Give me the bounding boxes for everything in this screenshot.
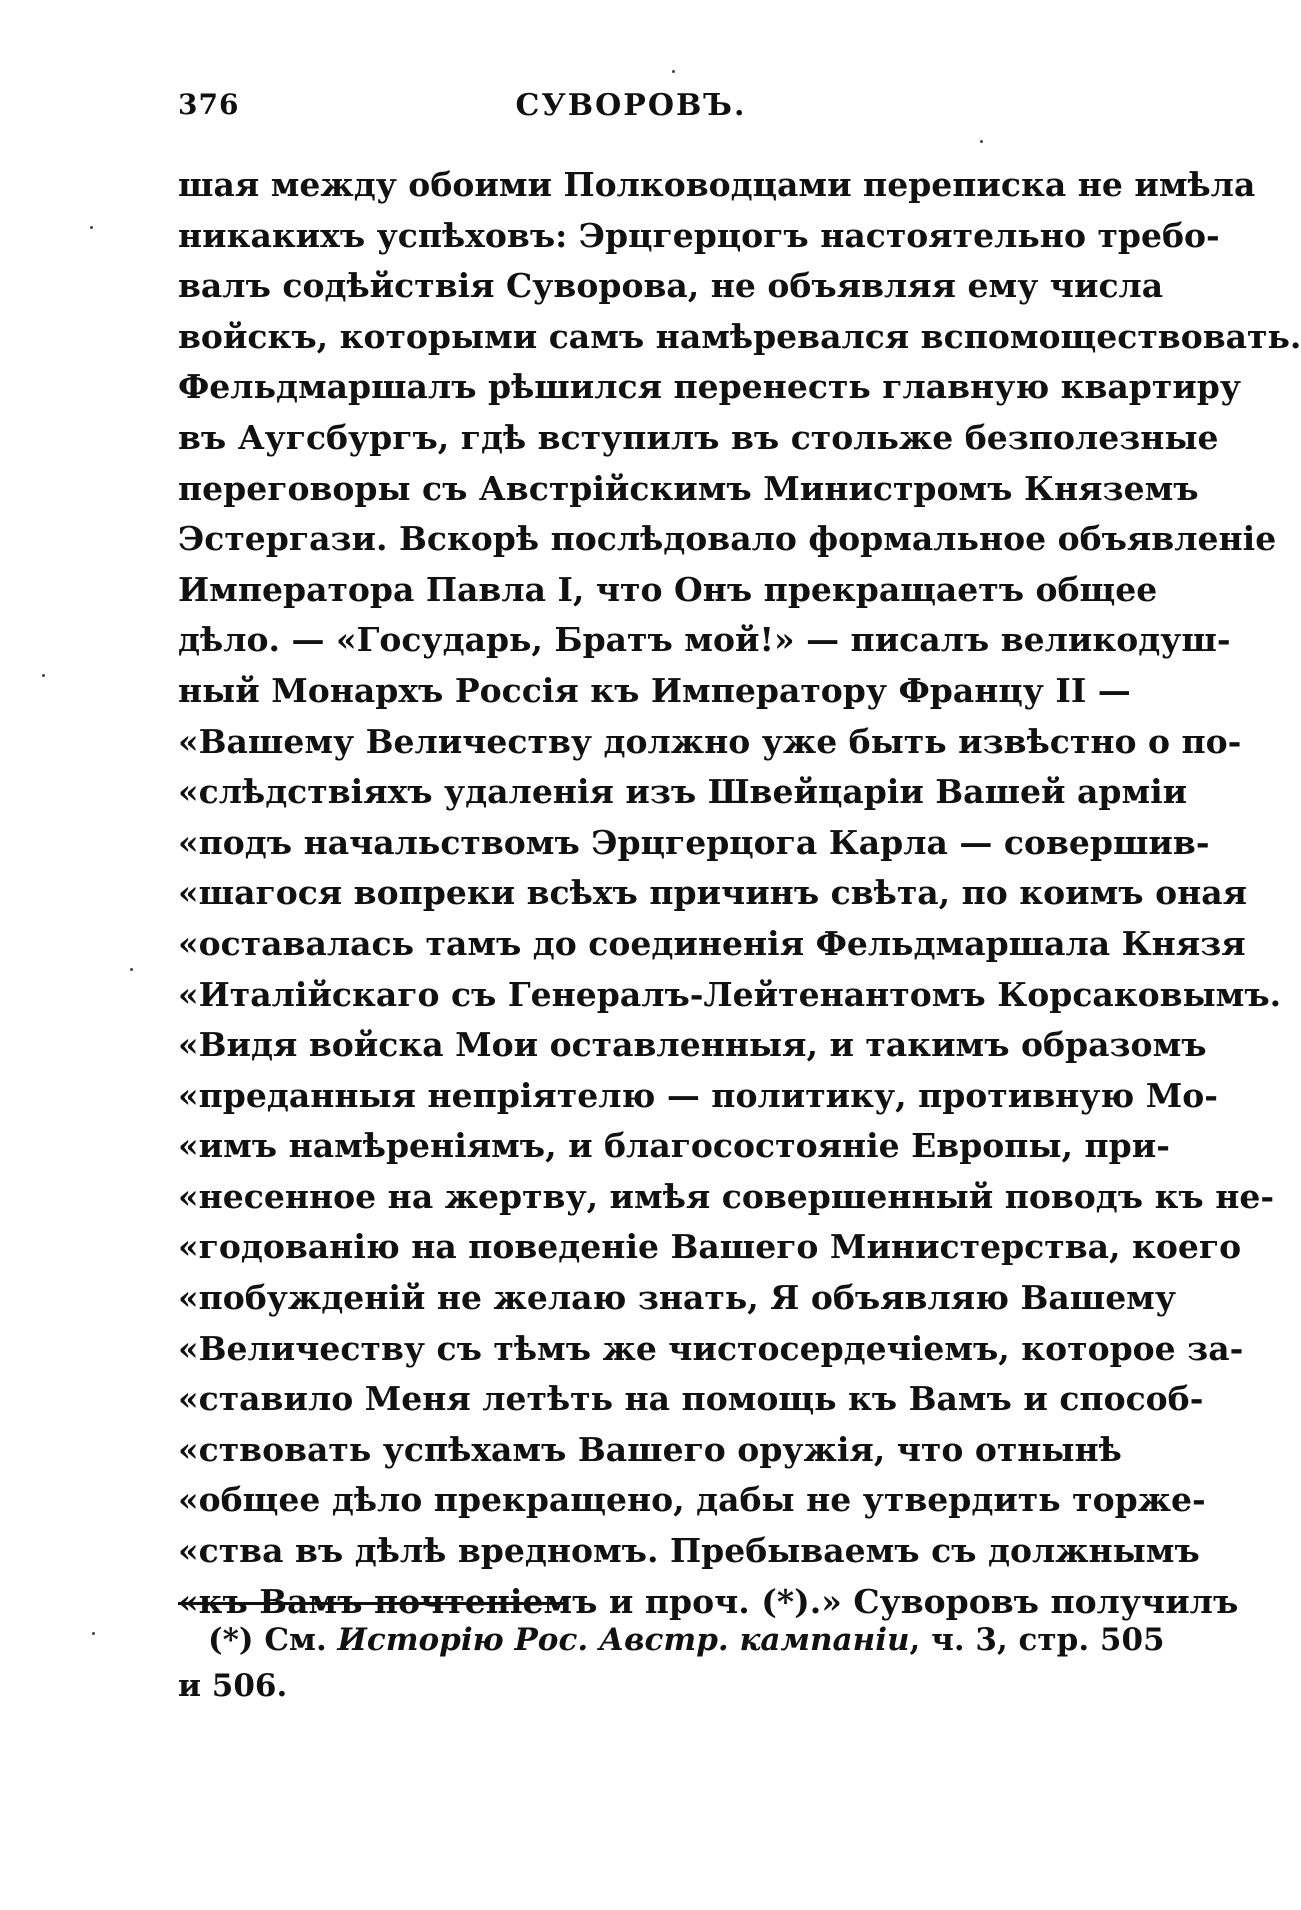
text-line: «шагося вопреки всѣхъ причинъ свѣта, по коимъ оная <box>178 873 1248 913</box>
text-line: «Италійскаго съ Генералъ-Лейтенантомъ Корсаковымъ. <box>178 974 1282 1014</box>
text-line: Императора Павла I, что Онъ прекращаетъ общее <box>178 569 1158 609</box>
text-line: «несенное на жертву, имѣя совершенный поводъ къ не- <box>178 1176 1275 1216</box>
text-line: ный Монархъ Россія къ Императору Францу II — <box>178 670 1131 710</box>
text-line: Фельдмаршалъ рѣшился перенесть главную квартиру <box>178 367 1241 407</box>
text-line: «преданныя непріятелю — политику, противную Мо- <box>178 1075 1218 1115</box>
text-line: «побужденій не желаю знать, Я объявляю Вашему <box>178 1278 1176 1318</box>
footnote-divider <box>178 1602 568 1605</box>
body-text <box>178 160 1301 1627</box>
page-header <box>178 88 1084 128</box>
footnote-pages: , ч. 3, стр. 505 <box>909 1622 1165 1658</box>
text-line: «слѣдствіяхъ удаленія изъ Швейцаріи Вашей арміи <box>178 772 1188 812</box>
text-line: «ства въ дѣлѣ вредномъ. Пребываемъ съ должнымъ <box>178 1531 1200 1571</box>
scan-speck <box>42 674 45 677</box>
scan-speck <box>92 1632 95 1635</box>
text-line: «общее дѣло прекращено, дабы не утвердить торже- <box>178 1480 1206 1520</box>
text-line: «Величеству съ тѣмъ же чистосердечіемъ, которое за- <box>178 1328 1244 1368</box>
text-line: «оставалась тамъ до соединенія Фельдмаршала Князя <box>178 923 1246 963</box>
text-line: «Видя войска Мои оставленныя, и такимъ образомъ <box>178 1025 1207 1065</box>
text-line: «ствовать успѣхамъ Вашего оружія, что отнынѣ <box>178 1429 1122 1469</box>
text-line: шая между обоими Полководцами переписка не имѣла <box>178 165 1256 204</box>
running-title: СУВОРОВЪ. <box>515 88 747 123</box>
footnote-line: и 506. <box>178 1668 288 1704</box>
text-line: Эстергази. Вскорѣ послѣдовало формальное объявленіе <box>178 519 1277 559</box>
footnote <box>178 1618 1165 1710</box>
text-line: «ставило Меня летѣть на помощь къ Вамъ и способ- <box>178 1379 1204 1419</box>
text-line: войскъ, которыми самъ намѣревался вспомоществовать. <box>178 316 1301 356</box>
text-line: въ Аугсбургъ, гдѣ вступилъ въ стольже безполезные <box>178 417 1219 457</box>
text-line: «къ Вамъ почтеніемъ и проч. (*).» Суворовъ получилъ <box>178 1581 1239 1621</box>
scan-speck <box>130 968 133 971</box>
footnote-mark: (*) См. <box>208 1622 327 1658</box>
text-line: дѣло. — «Государь, Братъ мой!» — писалъ великодуш- <box>178 620 1231 660</box>
scan-speck <box>980 140 983 143</box>
text-line: «подъ начальствомъ Эрцгерцога Карла — совершив- <box>178 822 1210 862</box>
text-line: «имъ намѣреніямъ, и благосостояніе Европы, при- <box>178 1126 1170 1166</box>
scan-speck <box>90 226 93 229</box>
text-line: переговоры съ Австрійскимъ Министромъ Княземъ <box>178 468 1199 508</box>
text-line: «годованію на поведеніе Вашего Министерства, коего <box>178 1227 1242 1267</box>
text-line: валъ содѣйствія Суворова, не объявляя ему числа <box>178 266 1164 306</box>
footnote-reference: Исторію Рос. Австр. кампаніи <box>337 1622 910 1658</box>
scan-speck <box>672 70 675 73</box>
text-line: «Вашему Величеству должно уже быть извѣстно о по- <box>178 721 1242 761</box>
text-line: никакихъ успѣховъ: Эрцгерцогъ настоятельно требо- <box>178 215 1220 255</box>
page-number: 376 <box>178 88 240 121</box>
footnote-line <box>178 1618 1165 1664</box>
